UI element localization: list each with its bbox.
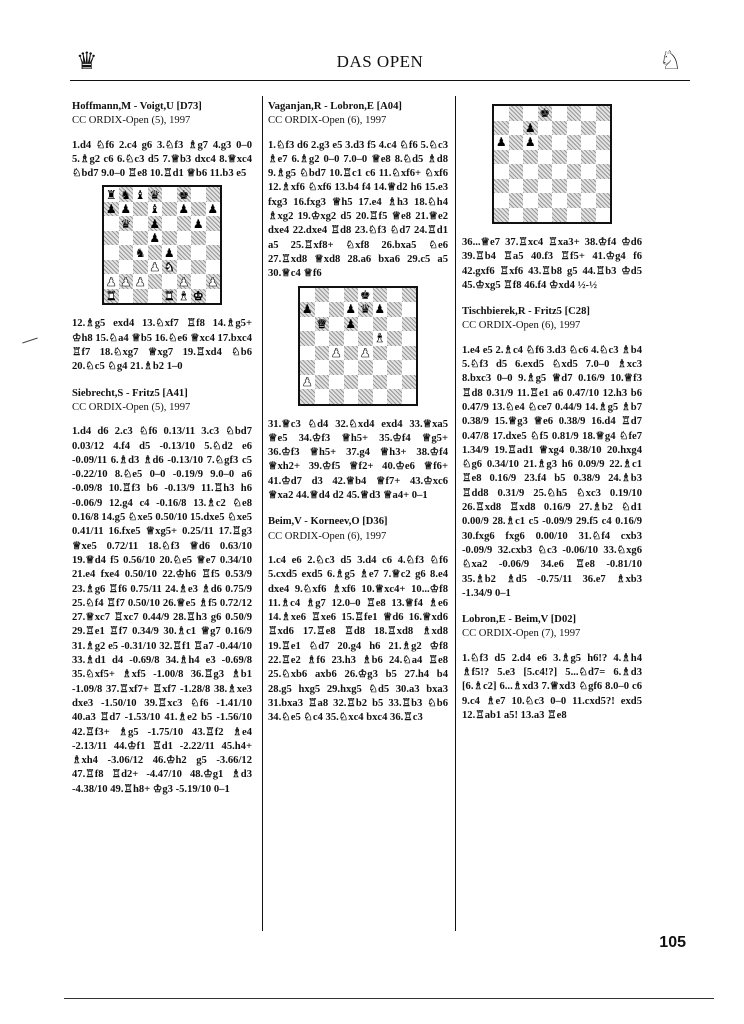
game-moves: 31.♕c3 ♘d4 32.♘xd4 exd4 33.♕xa5 ♕e5 34.♔f3 ♕h5+ 35.♔f4 ♕g5+ 36.♔f3 ♕h5+ 37.g4 ♕h3+ 38.♔f4 ♕xh2+ 39.♔f5 ♕f2+ 40.♔e6 ♕f6+ 41.♔d7 d3 42.♕b4 ♕f7+ 43.♔xc6 ♕xa2 44.♕d4 d2 45.♕d3 ♕a4+ 0–1: [268, 418, 448, 502]
board-square: [133, 231, 148, 246]
column-divider: [455, 96, 456, 931]
board-square: [148, 260, 163, 275]
board-square: [581, 106, 596, 121]
board-square: [538, 193, 553, 208]
board-square: [133, 187, 148, 202]
board-square: [567, 106, 582, 121]
board-square: [300, 331, 315, 346]
board-square: [358, 346, 373, 361]
chess-board-diagram: [298, 286, 418, 406]
board-square: [567, 193, 582, 208]
board-square: [581, 193, 596, 208]
board-square: [177, 260, 192, 275]
chess-piece-icon: ♟: [192, 216, 204, 231]
board-square: [402, 360, 417, 375]
board-square: [387, 389, 402, 404]
game-event: CC ORDIX-Open (6), 1997: [268, 115, 387, 127]
board-square: [552, 179, 567, 194]
board-square: [552, 135, 567, 150]
board-square: [104, 216, 119, 231]
game-heading: Beim,V - Korneev,O [D36]: [268, 516, 388, 528]
game-moves: 1.♘f3 d5 2.d4 e6 3.♗g5 h6!? 4.♗h4 ♗f5!? 5.e3 [5.c4!?] 5...♘d7= 6.♗d3 [6.♗c2] 6...♗xd3 7.♕xd3 ♘gf6 8.0–0 c6 9.c4 ♗e7 10.♘c3 0–0 11.cxd5?! exd5 12.♖ab1 a5! 13.a3 ♖e8: [462, 652, 642, 721]
chess-piece-icon: ♚: [539, 106, 551, 121]
board-square: [402, 375, 417, 390]
board-square: [596, 121, 611, 136]
board-square: [373, 375, 388, 390]
chess-piece-icon: ♛: [149, 187, 161, 202]
board-square: [402, 346, 417, 361]
chess-piece-icon: ♟: [149, 260, 161, 275]
game-moves: 1.e4 e5 2.♗c4 ♘f6 3.d3 ♘c6 4.♘c3 ♗b4 5.♘f3 d5 6.exd5 ♘xd5 7.0–0 ♗xc3 8.bxc3 0–0 9.♗g5 ♕d7 0.16/9 10.♕f3 ♖d8 0.31/9 11.♖e1 a6 0.47/10 12.h3 b6 0.47/9 13.♘e4 ♘ce7 0.44/9 14.♗g5 ♗b7 0.38/9 15.♕g3 ♕e6 0.38/9 16.d4 ♖d7 0.47/8 17.dxe5 ♘f5 0.81/9 18.♕g4 ♘fe7 1.34/9 19.♖ad1 ♕xg4 0.38/10 20.hxg4 ♘g6 0.34/10 21.♗g3 h6 0.09/9 22.♗c1 ♖e8 0.16/9 23.f4 b5 0.38/9 24.♗b3 ♖dd8 0.31/9 25.♘h5 ♘xc3 0.19/10 26.♖xd8 ♖xd8 0.16/9 27.♗b2 ♘d1 0.00/9 28.♗c1 c5 -0.09/9 29.f5 c4 0.16/9 30.fxg6 fxg6 0.00/10 31.♘f4 cxb3 -0.09/9 32.cxb3 ♘c3 -0.06/10 33.♘xg6 ♘xa2 -0.06/9 34.e6 ♖e8 -0.81/10 35.♗b2 ♗d5 -0.75/11 36.e7 ♗xb3 -1.34/9 0–1: [462, 344, 642, 599]
board-square: [104, 187, 119, 202]
board-square: [191, 187, 206, 202]
board-square: [162, 202, 177, 217]
board-square: [177, 231, 192, 246]
board-square: [206, 289, 221, 304]
chess-piece-icon: ♟: [345, 302, 357, 317]
board-square: [177, 289, 192, 304]
board-square: [387, 375, 402, 390]
board-square: [552, 164, 567, 179]
board-square: [206, 274, 221, 289]
chess-piece-icon: ♛: [120, 216, 132, 231]
chess-piece-icon: ♝: [178, 289, 190, 304]
board-square: [494, 164, 509, 179]
board-square: [509, 150, 524, 165]
board-square: [104, 202, 119, 217]
board-square: [300, 389, 315, 404]
game-heading: Vaganjan,R - Lobron,E [A04]: [268, 101, 402, 112]
board-square: [387, 302, 402, 317]
board-square: [538, 179, 553, 194]
board-square: [402, 288, 417, 303]
board-square: [119, 202, 134, 217]
board-square: [373, 360, 388, 375]
board-square: [133, 245, 148, 260]
board-square: [191, 274, 206, 289]
board-square: [596, 179, 611, 194]
board-square: [162, 274, 177, 289]
board-square: [567, 150, 582, 165]
chess-piece-icon: ♞: [134, 245, 146, 260]
game-heading: Tischbierek,R - Fritz5 [C28]: [462, 306, 590, 318]
chess-piece-icon: ♟: [134, 274, 146, 289]
chess-piece-icon: ♜: [163, 289, 175, 304]
board-square: [552, 150, 567, 165]
board-square: [523, 193, 538, 208]
board-square: [596, 208, 611, 223]
board-square: [191, 202, 206, 217]
board-square: [177, 245, 192, 260]
board-square: [509, 106, 524, 121]
chess-board-diagram: [492, 104, 612, 224]
board-square: [567, 121, 582, 136]
board-square: [206, 245, 221, 260]
board-square: [191, 245, 206, 260]
board-square: [329, 302, 344, 317]
board-square: [581, 208, 596, 223]
board-square: [387, 360, 402, 375]
board-square: [581, 150, 596, 165]
board-square: [162, 231, 177, 246]
board-square: [191, 216, 206, 231]
board-square: [596, 150, 611, 165]
board-square: [596, 106, 611, 121]
board-square: [315, 360, 330, 375]
board-square: [358, 288, 373, 303]
board-square: [567, 208, 582, 223]
board-square: [358, 317, 373, 332]
board-square: [581, 135, 596, 150]
board-square: [344, 302, 359, 317]
board-square: [358, 360, 373, 375]
board-square: [538, 208, 553, 223]
board-square: [344, 346, 359, 361]
chess-piece-icon: ♟: [105, 202, 117, 217]
chess-piece-icon: ♟: [495, 135, 507, 150]
board-square: [523, 150, 538, 165]
board-square: [148, 245, 163, 260]
game-event: CC ORDIX-Open (5), 1997: [72, 115, 191, 127]
board-square: [538, 150, 553, 165]
column-2: [268, 100, 448, 726]
board-square: [552, 193, 567, 208]
chess-piece-icon: ♜: [105, 187, 117, 202]
board-square: [329, 360, 344, 375]
game-heading: Lobron,E - Beim,V [D02]: [462, 614, 577, 626]
board-square: [119, 289, 134, 304]
board-square: [387, 346, 402, 361]
board-square: [523, 135, 538, 150]
game-event: CC ORDIX-Open (5), 1997: [72, 401, 191, 413]
board-square: [119, 187, 134, 202]
game-moves: 12.♗g5 exd4 13.♘xf7 ♖f8 14.♗g5+ ♔h8 15.♘a4 ♕b5 16.♘e6 ♕xc4 17.bxc4 ♖f7 18.♘xg7 ♕xg7 19.♖xd4 ♘b6 20.♘c5 ♘g4 21.♗b2 1–0: [72, 318, 252, 373]
board-square: [581, 121, 596, 136]
game-heading: Hoffmann,M - Voigt,U [D73]: [72, 101, 202, 112]
board-square: [344, 360, 359, 375]
board-square: [494, 106, 509, 121]
board-square: [523, 164, 538, 179]
board-square: [402, 389, 417, 404]
board-square: [523, 106, 538, 121]
chess-piece-icon: ♚: [192, 289, 204, 304]
chess-piece-icon: ♟: [149, 231, 161, 246]
board-square: [344, 288, 359, 303]
game-event: CC ORDIX-Open (6), 1997: [462, 320, 581, 332]
board-square: [133, 260, 148, 275]
game-moves: 1.c4 e6 2.♘c3 d5 3.d4 c6 4.♘f3 ♘f6 5.cxd5 exd5 6.♗g5 ♗e7 7.♕c2 g6 8.e4 dxe4 9.♘xf6 ♗xf6 10.♕xc4+ 10...♔f8 11.♗c4 ♗g7 12.0–0 ♖e8 13.♕f4 ♗e6 14.♗xe6 ♖xe6 15.♖fe1 ♕d6 16.♕xd6 ♖xd6 17.♖e8 ♖d8 18.♖xd8 ♗xd8 19.♖e1 ♘d7 20.g4 h6 21.♗g2 ♔f8 22.♖e2 ♗f6 23.h3 ♗b6 24.♘a4 ♖e8 25.♘xb6 axb6 26.♔g3 b5 27.h4 b4 28.g5 hxg5 29.hxg5 ♘d5 30.a3 bxa3 31.bxa3 ♖a8 32.♖b2 b5 33.♖b3 ♘b6 34.♘e5 ♘c4 35.♘xc4 bxc4 36.♖c3: [268, 554, 448, 724]
page-header: [70, 44, 690, 81]
board-square: [177, 187, 192, 202]
board-square: [387, 317, 402, 332]
board-square: [191, 231, 206, 246]
board-square: [148, 187, 163, 202]
board-square: [373, 346, 388, 361]
board-square: [552, 208, 567, 223]
board-square: [344, 375, 359, 390]
board-square: [329, 346, 344, 361]
board-square: [596, 164, 611, 179]
board-square: [596, 135, 611, 150]
board-square: [119, 245, 134, 260]
board-square: [329, 389, 344, 404]
board-square: [104, 245, 119, 260]
board-square: [538, 121, 553, 136]
board-square: [315, 288, 330, 303]
board-square: [373, 389, 388, 404]
board-square: [567, 164, 582, 179]
chess-piece-icon: ♟: [120, 202, 132, 217]
board-square: [119, 274, 134, 289]
board-square: [402, 302, 417, 317]
chess-piece-icon: ♟: [345, 316, 357, 331]
chess-piece-icon: ♞: [120, 187, 132, 202]
board-square: [206, 187, 221, 202]
board-square: [315, 317, 330, 332]
board-square: [329, 288, 344, 303]
board-square: [119, 260, 134, 275]
board-square: [119, 216, 134, 231]
board-square: [148, 274, 163, 289]
board-square: [509, 208, 524, 223]
board-square: [358, 389, 373, 404]
game-event: CC ORDIX-Open (6), 1997: [268, 530, 387, 542]
board-square: [373, 317, 388, 332]
chess-piece-icon: ♝: [134, 187, 146, 202]
game-moves: 1.d4 ♘f6 2.c4 g6 3.♘f3 ♗g7 4.g3 0–0 5.♗g2 c6 6.♘c3 d5 7.♕b3 dxc4 8.♕xc4 ♘bd7 9.0–0 ♖e8 10.♖d1 ♕b6 11.b3 e5: [72, 139, 252, 180]
board-square: [402, 317, 417, 332]
board-square: [581, 164, 596, 179]
chess-piece-icon: ♟: [149, 216, 161, 231]
footer-rule: [64, 998, 714, 999]
board-square: [358, 375, 373, 390]
chess-piece-icon: ♟: [163, 245, 175, 260]
board-square: [300, 360, 315, 375]
board-square: [104, 231, 119, 246]
board-square: [509, 164, 524, 179]
board-square: [509, 179, 524, 194]
board-square: [329, 317, 344, 332]
board-square: [162, 289, 177, 304]
board-square: [133, 289, 148, 304]
board-square: [148, 216, 163, 231]
board-square: [206, 231, 221, 246]
board-square: [596, 193, 611, 208]
chess-piece-icon: ♟: [301, 374, 313, 389]
board-square: [315, 389, 330, 404]
board-square: [373, 331, 388, 346]
chess-piece-icon: ♛: [316, 316, 328, 331]
board-square: [315, 375, 330, 390]
board-square: [344, 331, 359, 346]
chess-piece-icon: ♟: [524, 120, 536, 135]
page-number: 105: [659, 934, 686, 951]
column-3: [462, 100, 642, 723]
board-square: [148, 202, 163, 217]
board-square: [329, 375, 344, 390]
chess-piece-icon: ♟: [524, 135, 536, 150]
chess-piece-icon: ♟: [120, 274, 132, 289]
game-event: CC ORDIX-Open (7), 1997: [462, 628, 581, 640]
chess-knight-icon: ♘: [658, 46, 682, 75]
board-square: [494, 121, 509, 136]
board-square: [358, 302, 373, 317]
chess-piece-icon: ♟: [178, 274, 190, 289]
board-square: [581, 179, 596, 194]
column-1: [72, 100, 252, 797]
board-square: [133, 216, 148, 231]
chess-piece-icon: ♝: [149, 202, 161, 217]
chess-piece-icon: ♟: [359, 345, 371, 360]
board-square: [538, 164, 553, 179]
board-square: [523, 179, 538, 194]
chess-piece-icon: ♟: [105, 274, 117, 289]
board-square: [344, 389, 359, 404]
board-square: [494, 193, 509, 208]
board-square: [162, 216, 177, 231]
board-square: [133, 274, 148, 289]
game-moves: 36...♕e7 37.♖xc4 ♖xa3+ 38.♔f4 ♔d6 39.♖b4 ♖a5 40.f3 ♖f5+ 41.♔g4 f6 42.gxf6 ♖xf6 43.♖b8 g5 44.♖b3 ♔d5 45.♔xg5 ♖f8 46.f4 ♔xd4 ½-½: [462, 237, 642, 291]
board-square: [329, 331, 344, 346]
chess-queen-icon: ♛: [76, 49, 98, 75]
board-square: [315, 331, 330, 346]
chess-piece-icon: ♟: [301, 302, 313, 317]
board-square: [104, 260, 119, 275]
chess-piece-icon: ♟: [207, 274, 219, 289]
chess-board-diagram: [102, 185, 222, 305]
board-square: [387, 288, 402, 303]
chess-piece-icon: ♚: [178, 187, 190, 202]
board-square: [191, 260, 206, 275]
board-square: [373, 288, 388, 303]
board-square: [177, 216, 192, 231]
board-square: [387, 331, 402, 346]
board-square: [523, 121, 538, 136]
board-square: [300, 302, 315, 317]
chess-piece-icon: ♚: [359, 287, 371, 302]
board-square: [300, 288, 315, 303]
board-square: [552, 121, 567, 136]
chess-piece-icon: ♟: [178, 202, 190, 217]
page-title: DAS OPEN: [336, 52, 424, 71]
board-square: [300, 375, 315, 390]
board-square: [358, 331, 373, 346]
board-square: [104, 289, 119, 304]
chess-piece-icon: ♞: [163, 260, 175, 275]
board-square: [494, 208, 509, 223]
board-square: [162, 245, 177, 260]
board-square: [133, 202, 148, 217]
board-square: [206, 216, 221, 231]
board-square: [300, 317, 315, 332]
board-square: [552, 106, 567, 121]
chess-piece-icon: ♝: [374, 331, 386, 346]
board-square: [177, 202, 192, 217]
game-moves: 1.♘f3 d6 2.g3 e5 3.d3 f5 4.c4 ♘f6 5.♘c3 ♗e7 6.♗g2 0–0 7.0–0 ♕e8 8.♘d5 ♗d8 9.♗g5 ♘bd7 10.♖c1 c6 11.♘xf6+ ♘xf6 12.♗xf6 ♘xf6 13.b4 f4 14.♕d2 h6 15.e3 fxg3 16.fxg3 ♕h5 17.e4 ♗h3 18.♘h4 ♗xg2 19.♔xg2 d5 20.♖f5 ♕e8 21.♕e2 dxe4 22.dxe4 ♖d8 23.♘f3 ♘d7 24.♖d1 a5 25.♖xf8+ ♘xf8 26.bxa5 ♘e6 27.♖xd8 ♕xd8 28.a6 bxa6 29.c5 a5 30.♕c4 ♕f6: [268, 139, 448, 280]
board-square: [494, 179, 509, 194]
board-square: [538, 106, 553, 121]
column-divider: [262, 96, 263, 931]
margin-mark: [22, 338, 38, 344]
board-square: [373, 302, 388, 317]
board-square: [538, 135, 553, 150]
board-square: [315, 302, 330, 317]
board-square: [567, 179, 582, 194]
board-square: [567, 135, 582, 150]
chess-piece-icon: ♟: [374, 302, 386, 317]
chess-piece-icon: ♜: [105, 289, 117, 304]
chess-piece-icon: ♟: [330, 345, 342, 360]
board-square: [344, 317, 359, 332]
board-square: [509, 121, 524, 136]
board-square: [315, 346, 330, 361]
chess-piece-icon: ♛: [359, 302, 371, 317]
board-square: [494, 150, 509, 165]
board-square: [162, 187, 177, 202]
board-square: [148, 289, 163, 304]
board-square: [148, 231, 163, 246]
game-heading: Siebrecht,S - Fritz5 [A41]: [72, 387, 188, 399]
board-square: [206, 260, 221, 275]
board-square: [104, 274, 119, 289]
board-square: [119, 231, 134, 246]
board-square: [162, 260, 177, 275]
chess-piece-icon: ♟: [207, 202, 219, 217]
board-square: [509, 135, 524, 150]
board-square: [300, 346, 315, 361]
board-square: [177, 274, 192, 289]
board-square: [206, 202, 221, 217]
board-square: [509, 193, 524, 208]
board-square: [494, 135, 509, 150]
board-square: [191, 289, 206, 304]
board-square: [402, 331, 417, 346]
game-moves: 1.d4 d6 2.c3 ♘f6 0.13/11 3.c3 ♘bd7 0.03/12 4.f4 d5 -0.13/10 5.♘d2 e6 -0.09/11 6.♗d3 ♗d6 -0.13/10 7.♘gf3 c5 -0.22/10 8.♘e5 0–0 -0.19/9 9.0–0 a6 -0.09/8 10.♖f3 b6 -0.13/9 11.♖h3 h6 -0.06/9 12.g4 c4 -0.16/8 13.♗c2 ♘e8 0.16/8 14.g5 ♘xe5 0.50/10 15.dxe5 ♘xe5 0.41/11 16.fxe5 ♕xg5+ 0.25/11 17.♖g3 ♕xe5 0.72/11 18.♘f3 ♕d6 0.63/10 19.♕d4 f5 0.56/10 20.♘e5 ♕e7 0.34/10 21.e4 fxe4 0.50/10 22.♔h6 ♖f5 0.53/9 23.♗g6 ♖f6 0.75/11 24.♗e3 ♗d6 0.75/9 25.♘f4 ♖f7 0.50/10 26.♕e5 ♗f5 0.72/12 27.♕xc7 ♖xc7 0.44/9 28.♖h3 g6 0.50/9 29.♖e1 ♖f7 0.34/9 30.♗c1 ♕g7 0.16/9 31.♗g2 e5 -0.31/10 32.♖f1 ♖a7 -0.44/10 33.♗d1 d4 -0.69/8 34.♗h4 e3 -0.69/8 35.♘xf5+ ♗xf5 -1.00/8 36.♖g3 ♗b1 -1.09/8 37.♖xf7+ ♖xf7 -1.28/8 38.♗xe3 dxe3 -1.50/10 39.♖xc3 ♘f6 -1.41/10 40.a3 ♖d7 -1.53/10 41.♗e2 b5 -1.56/10 42.♖f3+ ♗g5 -1.75/10 43.♖f2 ♗e4 -2.13/11 44.♔f1 ♖d1 -2.22/11 45.h4+ ♗xh4 -3.06/12 46.♔h2 g5 -3.66/12 47.♖f8 ♖d2+ -4.47/10 48.♔g1 ♗d3 -4.38/10 49.♖h8+ ♔g3 -5.19/10 0–1: [72, 426, 252, 795]
board-square: [523, 208, 538, 223]
